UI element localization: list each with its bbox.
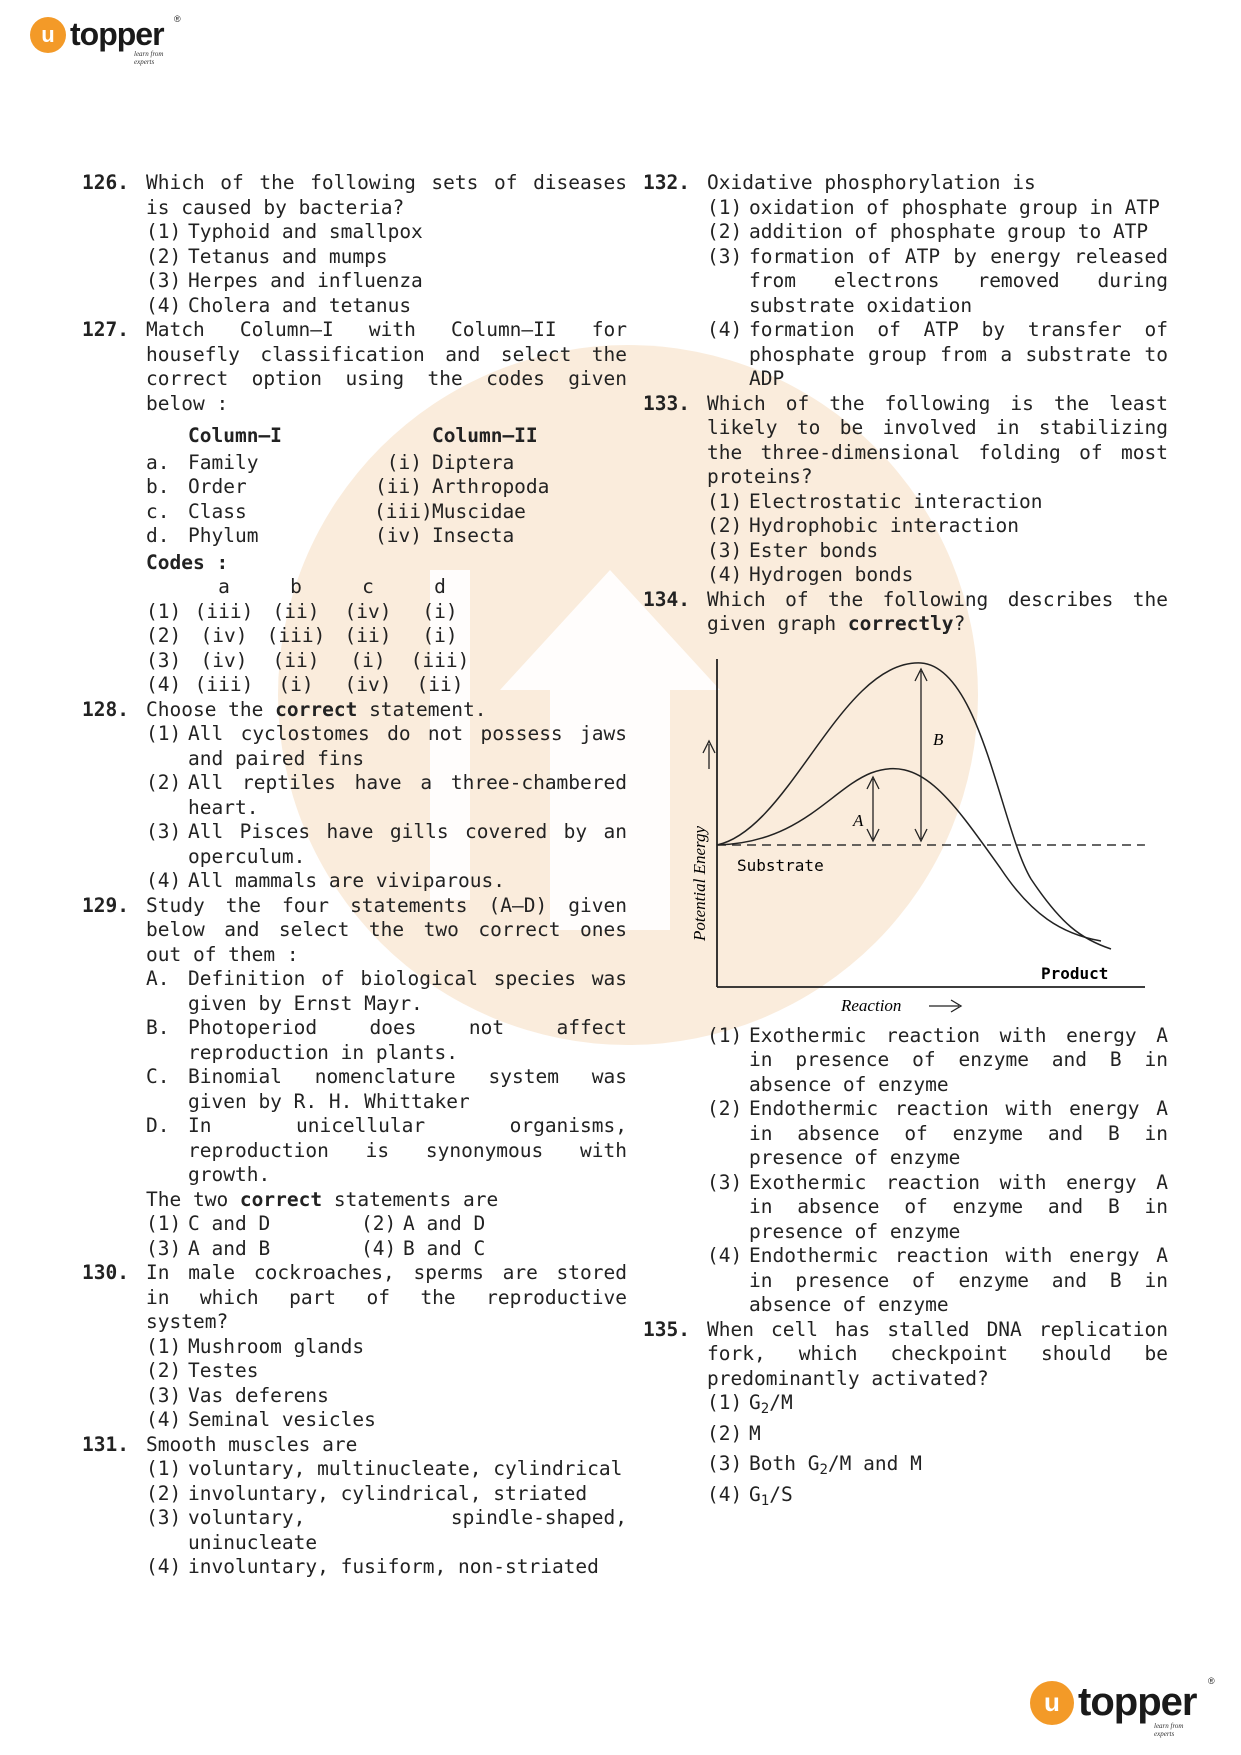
option[interactable]: (4) formation of ATP by transfer of phosphate group from a substrate to ADP <box>707 318 1168 390</box>
uncatalysed-curve <box>717 662 1111 948</box>
registered-mark: ® <box>174 14 181 24</box>
option-text: Herpes and influenza <box>188 269 423 292</box>
logo-u-icon: u <box>30 17 66 53</box>
column-2-header: Column—II <box>432 424 538 447</box>
question-128 <box>82 698 627 723</box>
y-axis-arrow-icon <box>703 741 715 769</box>
option[interactable]: (4) $G_1/S$ <box>707 1483 793 1510</box>
question-number: 133. <box>643 391 690 415</box>
option[interactable]: (2) Testes <box>146 1359 259 1382</box>
question-126 <box>82 171 627 220</box>
option[interactable]: (4) Hydrogen bonds <box>707 563 914 586</box>
question-prompt: The two correct statements are <box>146 1187 499 1211</box>
energy-graph-svg <box>681 649 1151 1024</box>
question-129 <box>82 894 627 968</box>
question-number: 135. <box>643 1317 690 1341</box>
code-option[interactable]: (3) (iv) (ii) (i) (iii) <box>146 648 470 672</box>
question-number: 126. <box>82 171 129 194</box>
option[interactable]: (4) Seminal vesicles <box>146 1408 376 1431</box>
question-135 <box>643 1318 1168 1392</box>
label-a: A <box>853 810 864 830</box>
option[interactable]: (3) A and B <box>146 1236 271 1260</box>
option[interactable]: (2) Endothermic reaction with energy A in absence of enzyme and B in presence of enzyme <box>707 1097 1168 1169</box>
option[interactable]: (1) C and D <box>146 1212 271 1235</box>
match-row: d. Phylum (iv) Insecta <box>146 524 515 547</box>
option[interactable]: (1) Electrostatic interaction <box>707 489 1043 513</box>
statement: D. In unicellular organisms, reproduction is synonymous with growth. <box>146 1114 627 1186</box>
option[interactable]: (1) oxidation of phosphate group in ATP <box>707 195 1160 219</box>
statement: A. Definition of biological species was given by Ernst Mayr. <box>146 967 627 1015</box>
question-text: Which of the following is the least likely to be involved in stabilizing the three-dimensional folding of most proteins? <box>707 391 1168 488</box>
option[interactable]: (4) Endothermic reaction with energy A in presence of enzyme and B in absence of enzyme <box>707 1244 1168 1316</box>
option[interactable] <box>146 269 627 294</box>
logo-tagline: learn from experts <box>134 50 164 66</box>
option[interactable]: (3) Both $G_2/M$ and M <box>707 1452 922 1479</box>
registered-mark: ® <box>1208 1676 1215 1686</box>
option[interactable] <box>146 245 627 270</box>
option-text: Tetanus and mumps <box>188 244 388 268</box>
x-axis-label: Reaction <box>841 995 902 1015</box>
column-1-header: Column—I <box>188 424 282 447</box>
question-number: 129. <box>82 893 129 917</box>
question-number: 130. <box>82 1261 129 1284</box>
substrate-label: Substrate <box>737 855 824 875</box>
question-text: Study the four statements (A–D) given below and select the two correct ones out of them : <box>146 893 627 966</box>
question-134 <box>643 588 1168 637</box>
question-text: Smooth muscles are <box>146 1432 358 1456</box>
option[interactable]: (2) involuntary, cylindrical, striated <box>146 1481 588 1505</box>
topper-logo-header <box>30 14 181 66</box>
option[interactable] <box>146 294 627 319</box>
question-text: In male cockroaches, sperms are stored in which part of the reproductive system? <box>146 1261 627 1333</box>
match-table <box>146 424 627 549</box>
product-label: Product <box>1041 963 1109 983</box>
option[interactable] <box>146 220 627 245</box>
question-text: Which of the following describes the given graph correctly? <box>707 587 1168 635</box>
code-option[interactable]: (1) (iii) (ii) (iv) (i) <box>146 599 458 623</box>
option[interactable]: (3) All Pisces have gills covered by an operculum. <box>146 820 627 868</box>
question-number: 134. <box>643 587 690 611</box>
option[interactable]: (3) voluntary, spindle-shaped, uninucleate <box>146 1506 627 1554</box>
option-number: (4) <box>146 293 182 317</box>
option-number: (1) <box>146 220 182 243</box>
left-column <box>82 171 627 1580</box>
y-axis-label: Potential Energy <box>690 825 709 941</box>
x-axis-arrow-icon <box>929 1000 961 1012</box>
option[interactable]: (3) Ester bonds <box>707 538 879 562</box>
logo-text: topper <box>1078 1680 1197 1724</box>
option-row <box>146 1212 627 1237</box>
option-row <box>146 1237 627 1262</box>
question-number: 131. <box>82 1432 129 1456</box>
statement: C. Binomial nomenclature system was given by R. H. Whittaker <box>146 1065 627 1113</box>
question-number: 127. <box>82 318 129 341</box>
energy-graph <box>681 649 1151 1024</box>
codes-header: a b c d <box>218 575 446 598</box>
question-text: Choose the correct statement. <box>146 697 487 721</box>
logo-text: topper <box>70 16 164 52</box>
option[interactable]: (1) All cyclostomes do not possess jaws and paired fins <box>146 722 627 770</box>
label-b: B <box>933 729 944 749</box>
option[interactable]: (1) voluntary, multinucleate, cylindrical <box>146 1457 623 1480</box>
option-text: Cholera and tetanus <box>188 293 412 317</box>
code-option[interactable]: (4) (iii) (i) (iv) (ii) <box>146 673 464 696</box>
option[interactable]: (2) Hydrophobic interaction <box>707 514 1020 537</box>
match-row: a. Family (i) Diptera <box>146 450 515 474</box>
code-option[interactable]: (2) (iv) (iii) (ii) (i) <box>146 624 458 647</box>
logo-tagline: learn from experts <box>1154 1722 1184 1738</box>
option[interactable]: (3) Exothermic reaction with energy A in absence of enzyme and B in presence of enzyme <box>707 1170 1168 1243</box>
statement: B. Photoperiod does not affect reproduction in plants. <box>146 1016 627 1064</box>
question-131 <box>82 1433 627 1458</box>
option[interactable]: (2) All reptiles have a three-chambered heart. <box>146 771 627 819</box>
question-text: Match Column—I with Column—II for housefly classification and select the correct option using the codes given below : <box>146 318 627 415</box>
match-header <box>146 424 627 449</box>
option[interactable]: (2) addition of phosphate group to ATP <box>707 220 1149 243</box>
logo-u-icon: u <box>1030 1681 1074 1725</box>
question-text: When cell has stalled DNA replication fork, which checkpoint should be predominantly activated? <box>707 1317 1168 1390</box>
topper-logo-footer <box>1030 1676 1215 1738</box>
match-row: b. Order (ii) Arthropoda <box>146 475 550 498</box>
question-127 <box>82 318 627 416</box>
question-number: 132. <box>643 171 690 194</box>
option-text: Typhoid and smallpox <box>188 220 423 243</box>
option[interactable]: (1) Mushroom glands <box>146 1334 365 1358</box>
codes-label: Codes : <box>146 550 229 574</box>
option[interactable]: (2) A and D <box>361 1212 486 1235</box>
right-column <box>643 171 1168 1514</box>
option[interactable]: (4) B and C <box>361 1236 486 1260</box>
option[interactable]: (1) $G_2/M$ <box>707 1391 793 1418</box>
catalysed-curve <box>717 768 1101 940</box>
question-text: Which of the following sets of diseases is caused by bacteria? <box>146 171 627 219</box>
option[interactable]: (1) Exothermic reaction with energy A in presence of enzyme and B in absence of enzyme <box>707 1023 1168 1096</box>
option[interactable]: (3) formation of ATP by energy released from electrons removed during substrate oxidation <box>707 244 1168 317</box>
question-133 <box>643 392 1168 490</box>
question-text: Oxidative phosphorylation is <box>707 171 1036 194</box>
question-number: 128. <box>82 697 129 721</box>
option[interactable]: (4) involuntary, fusiform, non-striated <box>146 1555 599 1578</box>
match-row: c. Class (iii) Muscidae <box>146 499 526 523</box>
question-130 <box>82 1261 627 1335</box>
option[interactable]: (3) Vas deferens <box>146 1383 329 1407</box>
option-number: (2) <box>146 244 182 268</box>
option[interactable]: (4) All mammals are viviparous. <box>146 869 505 892</box>
option-number: (3) <box>146 269 182 292</box>
option[interactable]: (2) M <box>707 1421 761 1445</box>
question-132 <box>643 171 1168 196</box>
